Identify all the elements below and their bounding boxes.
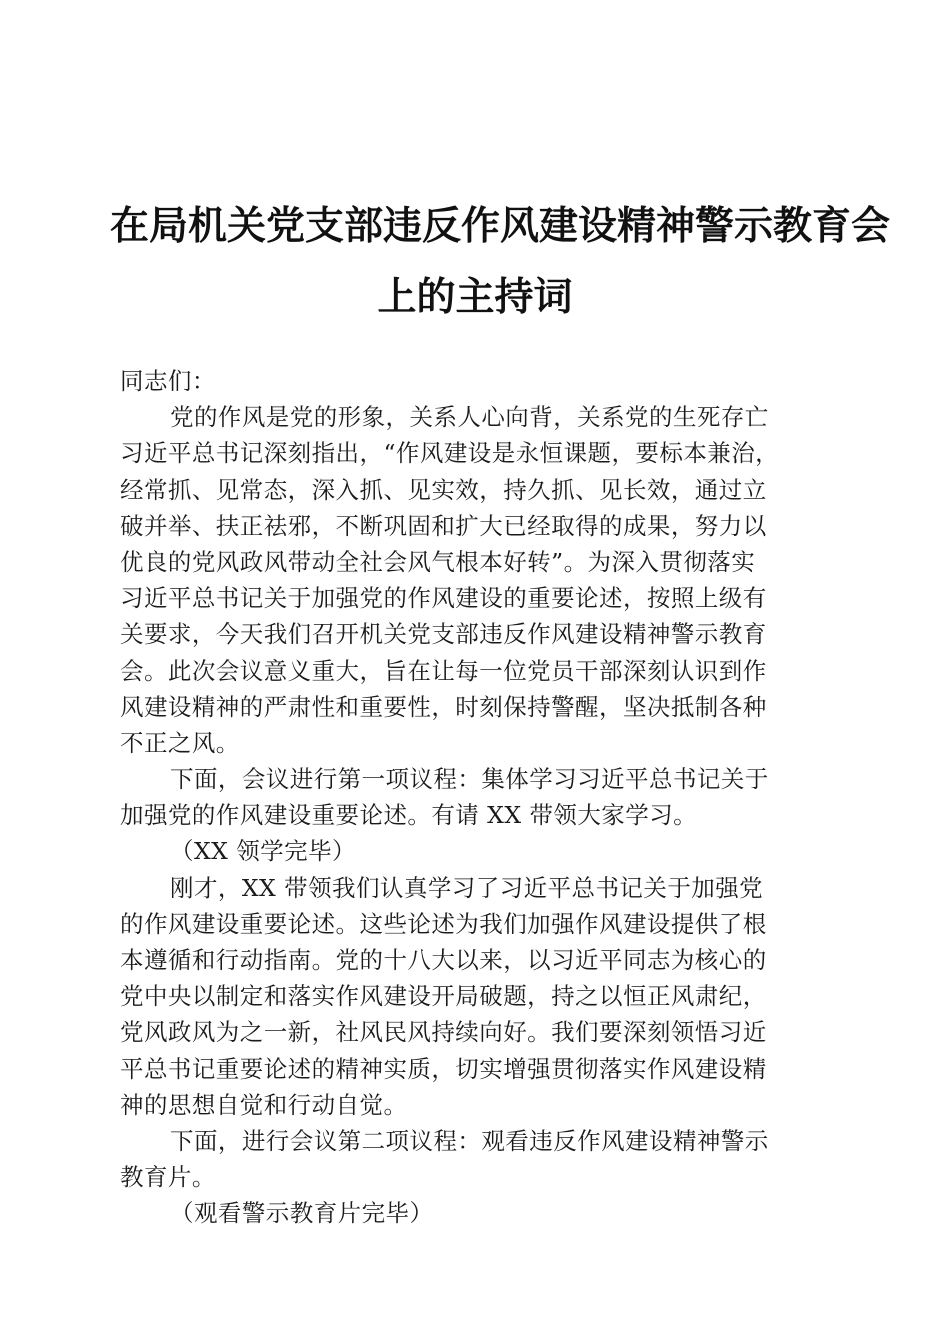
document-line: 关要求，今天我们召开机关党支部违反作风建设精神警示教育 [120,620,767,649]
document-line: 党风政风为之一新，社风民风持续向好。我们要深刻领悟习近 [120,1018,767,1047]
document-line: 党中央以制定和落实作风建设开局破题，持之以恒正风肃纪， [120,982,767,1011]
document-line: 党的作风是党的形象，关系人心向背，关系党的生死存亡 [170,403,769,432]
document-line: 下面，进行会议第二项议程：观看违反作风建设精神警示 [170,1126,769,1155]
document-line: 经常抓、见常态，深入抓、见实效，持久抓、见长效，通过立 [120,475,767,504]
document-line: 下面，会议进行第一项议程：集体学习习近平总书记关于 [170,765,769,794]
document-title-line-1: 在局机关党支部违反作风建设精神警示教育会 [110,203,891,249]
document-line: 习近平总书记关于加强党的作风建设的重要论述，按照上级有 [120,584,767,613]
document-line: 刚才，XX 带领我们认真学习了习近平总书记关于加强党 [170,873,764,902]
document-line: 破并举、扶正祛邪，不断巩固和扩大已经取得的成果，努力以 [120,511,767,540]
document-line: 教育片。 [120,1163,216,1192]
document-line: 加强党的作风建设重要论述。有请 XX 带领大家学习。 [120,801,698,830]
document-line: 不正之风。 [120,728,240,757]
document-line: 本遵循和行动指南。党的十八大以来，以习近平同志为核心的 [120,946,767,974]
document-line: 会。此次会议意义重大，旨在让每一位党员干部深刻认识到作 [120,656,767,685]
document-body [120,363,825,1232]
document-line: 习近平总书记深刻指出，“作风建设是永恒课题，要标本兼治， [120,439,780,468]
document-line: 同志们： [120,367,216,395]
document-line: （观看警示教育片完毕） [170,1199,434,1228]
document-line: 神的思想自觉和行动自觉。 [120,1090,408,1119]
document-line: 平总书记重要论述的精神实质，切实增强贯彻落实作风建设精 [120,1054,767,1083]
document-line: （XX 领学完毕） [170,837,356,866]
document-title-line-2: 上的主持词 [377,274,573,320]
document-line: 的作风建设重要论述。这些论述为我们加强作风建设提供了根 [120,909,767,938]
document-line: 风建设精神的严肃性和重要性，时刻保持警醒，坚决抵制各种 [120,692,767,721]
document-line: 优良的党风政风带动全社会风气根本好转”。为深入贯彻落实 [120,547,756,576]
